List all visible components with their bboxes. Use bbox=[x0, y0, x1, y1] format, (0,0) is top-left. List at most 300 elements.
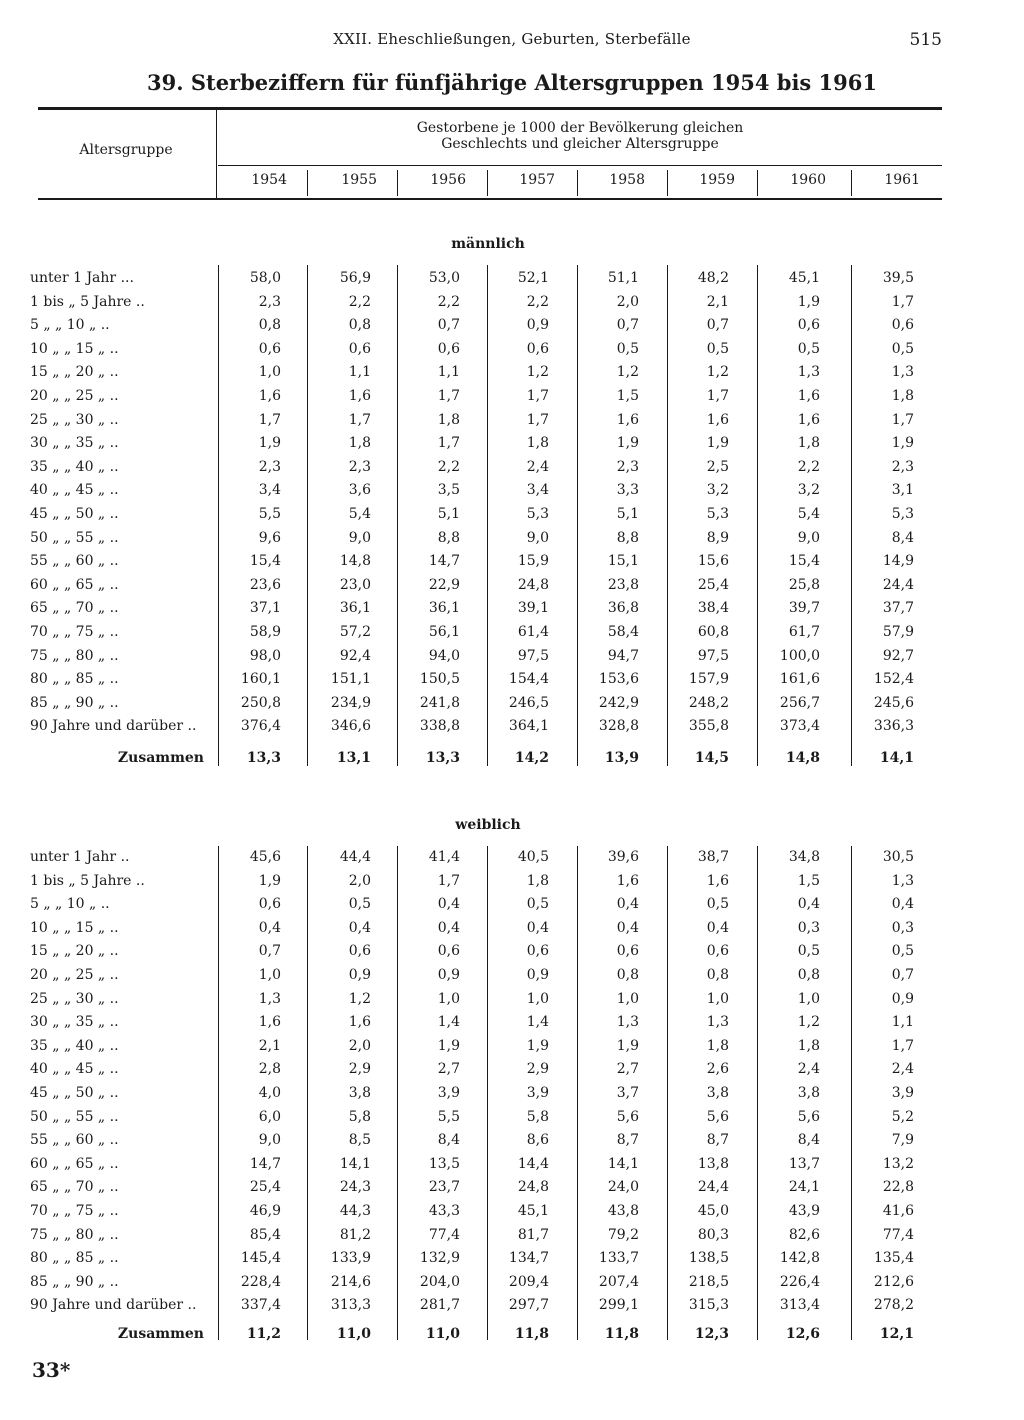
column-divider bbox=[397, 265, 398, 766]
table-title: 39. Sterbeziffern für fünfjährige Altersgruppen 1954 bis 1961 bbox=[146, 70, 878, 95]
row-label: 35 „ „ 40 „ .. bbox=[30, 459, 119, 475]
value-cell: 364,1 bbox=[508, 718, 549, 734]
value-cell: 0,4 bbox=[526, 920, 549, 936]
value-cell: 9,0 bbox=[797, 530, 820, 546]
value-cell: 1,6 bbox=[258, 388, 281, 404]
value-cell: 5,4 bbox=[797, 506, 820, 522]
table-row bbox=[0, 459, 1024, 482]
value-cell: 11,8 bbox=[604, 1326, 639, 1342]
value-cell: 1,9 bbox=[706, 435, 729, 451]
value-cell: 43,3 bbox=[428, 1203, 460, 1219]
value-cell: 2,3 bbox=[258, 459, 281, 475]
value-cell: 24,1 bbox=[788, 1179, 820, 1195]
year-header-1954: 1954 bbox=[251, 172, 287, 188]
value-cell: 100,0 bbox=[779, 648, 820, 664]
value-cell: 5,3 bbox=[706, 506, 729, 522]
value-cell: 14,9 bbox=[882, 553, 914, 569]
value-cell: 36,8 bbox=[607, 600, 639, 616]
value-cell: 5,5 bbox=[258, 506, 281, 522]
value-cell: 8,8 bbox=[616, 530, 639, 546]
row-label: 80 „ „ 85 „ .. bbox=[30, 671, 119, 687]
value-cell: 0,5 bbox=[891, 341, 914, 357]
value-cell: 313,4 bbox=[779, 1297, 820, 1313]
value-cell: 56,1 bbox=[428, 624, 460, 640]
value-cell: 15,4 bbox=[788, 553, 820, 569]
value-cell: 3,8 bbox=[348, 1085, 371, 1101]
value-cell: 0,5 bbox=[706, 896, 729, 912]
value-cell: 0,4 bbox=[437, 920, 460, 936]
value-cell: 145,4 bbox=[240, 1250, 281, 1266]
table-row bbox=[0, 1109, 1024, 1132]
value-cell: 81,7 bbox=[517, 1227, 549, 1243]
value-cell: 2,2 bbox=[437, 459, 460, 475]
value-cell: 13,8 bbox=[697, 1156, 729, 1172]
value-cell: 1,6 bbox=[616, 412, 639, 428]
table-row bbox=[0, 648, 1024, 671]
row-label: 40 „ „ 45 „ .. bbox=[30, 1061, 119, 1077]
row-label: 85 „ „ 90 „ .. bbox=[30, 695, 119, 711]
value-cell: 0,5 bbox=[706, 341, 729, 357]
value-cell: 0,4 bbox=[616, 920, 639, 936]
value-cell: 207,4 bbox=[598, 1274, 639, 1290]
value-cell: 0,6 bbox=[526, 341, 549, 357]
value-cell: 5,1 bbox=[437, 506, 460, 522]
value-cell: 2,8 bbox=[258, 1061, 281, 1077]
value-cell: 94,0 bbox=[428, 648, 460, 664]
value-cell: 82,6 bbox=[788, 1227, 820, 1243]
value-cell: 22,9 bbox=[428, 577, 460, 593]
value-cell: 246,5 bbox=[508, 695, 549, 711]
value-cell: 1,8 bbox=[526, 873, 549, 889]
value-cell: 14,1 bbox=[607, 1156, 639, 1172]
value-cell: 0,4 bbox=[797, 896, 820, 912]
row-label: 45 „ „ 50 „ .. bbox=[30, 506, 119, 522]
value-cell: 8,6 bbox=[526, 1132, 549, 1148]
value-cell: 2,7 bbox=[616, 1061, 639, 1077]
value-cell: 250,8 bbox=[240, 695, 281, 711]
total-row bbox=[0, 750, 1024, 773]
column-divider bbox=[667, 265, 668, 766]
value-cell: 2,3 bbox=[891, 459, 914, 475]
value-cell: 1,6 bbox=[706, 412, 729, 428]
value-cell: 1,7 bbox=[437, 388, 460, 404]
value-cell: 0,4 bbox=[258, 920, 281, 936]
value-cell: 2,7 bbox=[437, 1061, 460, 1077]
value-cell: 23,8 bbox=[607, 577, 639, 593]
value-cell: 2,4 bbox=[526, 459, 549, 475]
value-cell: 1,4 bbox=[437, 1014, 460, 1030]
row-label: 40 „ „ 45 „ .. bbox=[30, 482, 119, 498]
row-label: 60 „ „ 65 „ .. bbox=[30, 1156, 119, 1172]
column-divider bbox=[757, 846, 758, 1340]
value-cell: 9,0 bbox=[258, 1132, 281, 1148]
value-cell: 0,7 bbox=[616, 317, 639, 333]
value-cell: 2,0 bbox=[616, 294, 639, 310]
value-cell: 228,4 bbox=[240, 1274, 281, 1290]
value-cell: 204,0 bbox=[419, 1274, 460, 1290]
value-cell: 0,4 bbox=[891, 896, 914, 912]
value-cell: 1,8 bbox=[797, 435, 820, 451]
row-label: 75 „ „ 80 „ .. bbox=[30, 1227, 119, 1243]
value-cell: 1,0 bbox=[258, 967, 281, 983]
value-cell: 8,7 bbox=[706, 1132, 729, 1148]
value-cell: 3,3 bbox=[616, 482, 639, 498]
value-cell: 8,7 bbox=[616, 1132, 639, 1148]
value-cell: 1,9 bbox=[437, 1038, 460, 1054]
value-cell: 1,6 bbox=[348, 388, 371, 404]
value-cell: 142,8 bbox=[779, 1250, 820, 1266]
header-bottom-rule bbox=[38, 198, 942, 200]
value-cell: 1,1 bbox=[348, 364, 371, 380]
value-cell: 5,6 bbox=[797, 1109, 820, 1125]
value-cell: 0,9 bbox=[348, 967, 371, 983]
row-label: 85 „ „ 90 „ .. bbox=[30, 1274, 119, 1290]
year-header-1958: 1958 bbox=[609, 172, 645, 188]
value-cell: 23,0 bbox=[339, 577, 371, 593]
value-cell: 161,6 bbox=[779, 671, 820, 687]
value-cell: 1,6 bbox=[706, 873, 729, 889]
value-cell: 12,3 bbox=[694, 1326, 729, 1342]
value-cell: 1,0 bbox=[616, 991, 639, 1007]
value-cell: 0,7 bbox=[437, 317, 460, 333]
value-cell: 25,4 bbox=[249, 1179, 281, 1195]
value-cell: 133,9 bbox=[330, 1250, 371, 1266]
value-cell: 24,4 bbox=[882, 577, 914, 593]
column-divider bbox=[307, 846, 308, 1340]
table-row bbox=[0, 943, 1024, 966]
value-cell: 2,2 bbox=[348, 294, 371, 310]
value-cell: 1,5 bbox=[797, 873, 820, 889]
section-label: weiblich bbox=[455, 817, 521, 833]
value-cell: 1,7 bbox=[437, 873, 460, 889]
value-cell: 0,4 bbox=[616, 896, 639, 912]
table-row bbox=[0, 896, 1024, 919]
value-cell: 0,3 bbox=[891, 920, 914, 936]
value-cell: 1,8 bbox=[526, 435, 549, 451]
page-number: 515 bbox=[909, 30, 942, 50]
value-cell: 38,4 bbox=[697, 600, 729, 616]
year-header-1955: 1955 bbox=[341, 172, 377, 188]
value-cell: 23,6 bbox=[249, 577, 281, 593]
value-cell: 15,4 bbox=[249, 553, 281, 569]
table-row bbox=[0, 1085, 1024, 1108]
value-cell: 1,2 bbox=[526, 364, 549, 380]
value-cell: 3,2 bbox=[706, 482, 729, 498]
value-cell: 14,8 bbox=[785, 750, 820, 766]
value-cell: 24,8 bbox=[517, 577, 549, 593]
value-cell: 3,8 bbox=[706, 1085, 729, 1101]
value-cell: 337,4 bbox=[240, 1297, 281, 1313]
value-cell: 0,3 bbox=[797, 920, 820, 936]
value-cell: 51,1 bbox=[607, 270, 639, 286]
value-cell: 1,0 bbox=[526, 991, 549, 1007]
value-cell: 8,4 bbox=[797, 1132, 820, 1148]
value-cell: 5,8 bbox=[526, 1109, 549, 1125]
value-cell: 60,8 bbox=[697, 624, 729, 640]
value-cell: 0,8 bbox=[706, 967, 729, 983]
value-cell: 58,4 bbox=[607, 624, 639, 640]
value-cell: 13,5 bbox=[428, 1156, 460, 1172]
value-cell: 3,8 bbox=[797, 1085, 820, 1101]
row-label: 35 „ „ 40 „ .. bbox=[30, 1038, 119, 1054]
column-header-line-2: Geschlechts und gleicher Altersgruppe bbox=[441, 136, 719, 152]
value-cell: 4,0 bbox=[258, 1085, 281, 1101]
value-cell: 160,1 bbox=[240, 671, 281, 687]
value-cell: 9,6 bbox=[258, 530, 281, 546]
value-cell: 14,4 bbox=[517, 1156, 549, 1172]
value-cell: 92,4 bbox=[339, 648, 371, 664]
table-row bbox=[0, 718, 1024, 741]
value-cell: 0,5 bbox=[891, 943, 914, 959]
value-cell: 3,9 bbox=[437, 1085, 460, 1101]
value-cell: 11,0 bbox=[425, 1326, 460, 1342]
value-cell: 3,6 bbox=[348, 482, 371, 498]
value-cell: 0,9 bbox=[891, 991, 914, 1007]
row-label: unter 1 Jahr ... bbox=[30, 270, 134, 286]
value-cell: 13,3 bbox=[246, 750, 281, 766]
table-row bbox=[0, 553, 1024, 576]
row-label: 30 „ „ 35 „ .. bbox=[30, 1014, 119, 1030]
row-label: 70 „ „ 75 „ .. bbox=[30, 1203, 119, 1219]
value-cell: 13,9 bbox=[604, 750, 639, 766]
value-cell: 0,7 bbox=[891, 967, 914, 983]
value-cell: 8,4 bbox=[437, 1132, 460, 1148]
value-cell: 1,3 bbox=[797, 364, 820, 380]
value-cell: 138,5 bbox=[688, 1250, 729, 1266]
value-cell: 15,1 bbox=[607, 553, 639, 569]
value-cell: 212,6 bbox=[873, 1274, 914, 1290]
value-cell: 57,9 bbox=[882, 624, 914, 640]
table-row bbox=[0, 412, 1024, 435]
value-cell: 14,8 bbox=[339, 553, 371, 569]
value-cell: 132,9 bbox=[419, 1250, 460, 1266]
value-cell: 5,6 bbox=[616, 1109, 639, 1125]
value-cell: 256,7 bbox=[779, 695, 820, 711]
value-cell: 1,7 bbox=[891, 1038, 914, 1054]
table-top-rule bbox=[38, 107, 942, 110]
value-cell: 53,0 bbox=[428, 270, 460, 286]
value-cell: 1,7 bbox=[348, 412, 371, 428]
value-cell: 3,1 bbox=[891, 482, 914, 498]
section-label: männlich bbox=[451, 236, 525, 252]
stub-header: Altersgruppe bbox=[79, 142, 173, 158]
row-label: 45 „ „ 50 „ .. bbox=[30, 1085, 119, 1101]
value-cell: 80,3 bbox=[697, 1227, 729, 1243]
value-cell: 38,7 bbox=[697, 849, 729, 865]
value-cell: 3,4 bbox=[526, 482, 549, 498]
value-cell: 1,9 bbox=[616, 435, 639, 451]
table-row bbox=[0, 270, 1024, 293]
year-header-divider bbox=[397, 170, 398, 196]
value-cell: 242,9 bbox=[598, 695, 639, 711]
value-cell: 8,4 bbox=[891, 530, 914, 546]
value-cell: 1,8 bbox=[797, 1038, 820, 1054]
table-row bbox=[0, 991, 1024, 1014]
value-cell: 0,6 bbox=[797, 317, 820, 333]
value-cell: 1,3 bbox=[706, 1014, 729, 1030]
value-cell: 0,7 bbox=[258, 943, 281, 959]
value-cell: 24,8 bbox=[517, 1179, 549, 1195]
value-cell: 0,6 bbox=[616, 943, 639, 959]
value-cell: 2,3 bbox=[348, 459, 371, 475]
table-row bbox=[0, 1179, 1024, 1202]
value-cell: 297,7 bbox=[508, 1297, 549, 1313]
row-label: Zusammen bbox=[117, 1326, 204, 1342]
value-cell: 1,8 bbox=[706, 1038, 729, 1054]
value-cell: 40,5 bbox=[517, 849, 549, 865]
value-cell: 2,2 bbox=[526, 294, 549, 310]
table-row bbox=[0, 920, 1024, 943]
value-cell: 1,1 bbox=[437, 364, 460, 380]
row-label: 25 „ „ 30 „ .. bbox=[30, 991, 119, 1007]
value-cell: 241,8 bbox=[419, 695, 460, 711]
value-cell: 15,9 bbox=[517, 553, 549, 569]
column-divider bbox=[397, 846, 398, 1340]
year-header-1960: 1960 bbox=[790, 172, 826, 188]
value-cell: 1,1 bbox=[891, 1014, 914, 1030]
row-label: 1 bis „ 5 Jahre .. bbox=[30, 873, 145, 889]
value-cell: 45,0 bbox=[697, 1203, 729, 1219]
value-cell: 0,6 bbox=[437, 341, 460, 357]
value-cell: 157,9 bbox=[688, 671, 729, 687]
value-cell: 226,4 bbox=[779, 1274, 820, 1290]
value-cell: 39,1 bbox=[517, 600, 549, 616]
row-label: 15 „ „ 20 „ .. bbox=[30, 364, 119, 380]
value-cell: 0,4 bbox=[706, 920, 729, 936]
value-cell: 24,3 bbox=[339, 1179, 371, 1195]
value-cell: 218,5 bbox=[688, 1274, 729, 1290]
value-cell: 45,6 bbox=[249, 849, 281, 865]
value-cell: 14,5 bbox=[694, 750, 729, 766]
value-cell: 34,8 bbox=[788, 849, 820, 865]
value-cell: 8,5 bbox=[348, 1132, 371, 1148]
value-cell: 1,6 bbox=[258, 1014, 281, 1030]
value-cell: 315,3 bbox=[688, 1297, 729, 1313]
row-label: 30 „ „ 35 „ .. bbox=[30, 435, 119, 451]
signature-mark: 33* bbox=[32, 1358, 71, 1382]
value-cell: 248,2 bbox=[688, 695, 729, 711]
table-row bbox=[0, 317, 1024, 340]
value-cell: 1,3 bbox=[891, 364, 914, 380]
value-cell: 0,6 bbox=[348, 943, 371, 959]
value-cell: 0,9 bbox=[526, 967, 549, 983]
table-row bbox=[0, 1014, 1024, 1037]
value-cell: 313,3 bbox=[330, 1297, 371, 1313]
row-label: 10 „ „ 15 „ .. bbox=[30, 341, 119, 357]
row-label: 75 „ „ 80 „ .. bbox=[30, 648, 119, 664]
value-cell: 1,9 bbox=[797, 294, 820, 310]
value-cell: 134,7 bbox=[508, 1250, 549, 1266]
value-cell: 25,4 bbox=[697, 577, 729, 593]
value-cell: 39,7 bbox=[788, 600, 820, 616]
value-cell: 1,3 bbox=[891, 873, 914, 889]
column-divider bbox=[487, 265, 488, 766]
value-cell: 39,6 bbox=[607, 849, 639, 865]
value-cell: 97,5 bbox=[697, 648, 729, 664]
value-cell: 14,1 bbox=[879, 750, 914, 766]
stub-divider bbox=[216, 110, 217, 198]
value-cell: 0,5 bbox=[616, 341, 639, 357]
value-cell: 2,4 bbox=[797, 1061, 820, 1077]
value-cell: 2,2 bbox=[797, 459, 820, 475]
value-cell: 376,4 bbox=[240, 718, 281, 734]
value-cell: 154,4 bbox=[508, 671, 549, 687]
value-cell: 43,9 bbox=[788, 1203, 820, 1219]
value-cell: 61,7 bbox=[788, 624, 820, 640]
column-divider bbox=[218, 265, 219, 766]
value-cell: 85,4 bbox=[249, 1227, 281, 1243]
row-label: 70 „ „ 75 „ .. bbox=[30, 624, 119, 640]
table-row bbox=[0, 506, 1024, 529]
value-cell: 153,6 bbox=[598, 671, 639, 687]
value-cell: 2,2 bbox=[437, 294, 460, 310]
value-cell: 13,3 bbox=[425, 750, 460, 766]
value-cell: 2,0 bbox=[348, 873, 371, 889]
table-row bbox=[0, 1156, 1024, 1179]
table-row bbox=[0, 364, 1024, 387]
value-cell: 2,4 bbox=[891, 1061, 914, 1077]
value-cell: 0,5 bbox=[797, 943, 820, 959]
value-cell: 5,6 bbox=[706, 1109, 729, 1125]
value-cell: 0,6 bbox=[706, 943, 729, 959]
value-cell: 2,9 bbox=[526, 1061, 549, 1077]
value-cell: 3,9 bbox=[526, 1085, 549, 1101]
value-cell: 77,4 bbox=[428, 1227, 460, 1243]
value-cell: 98,0 bbox=[249, 648, 281, 664]
value-cell: 2,6 bbox=[706, 1061, 729, 1077]
table-row bbox=[0, 1061, 1024, 1084]
value-cell: 214,6 bbox=[330, 1274, 371, 1290]
value-cell: 0,5 bbox=[797, 341, 820, 357]
value-cell: 24,4 bbox=[697, 1179, 729, 1195]
value-cell: 61,4 bbox=[517, 624, 549, 640]
value-cell: 1,7 bbox=[437, 435, 460, 451]
table-row bbox=[0, 1297, 1024, 1320]
value-cell: 135,4 bbox=[873, 1250, 914, 1266]
row-label: 65 „ „ 70 „ .. bbox=[30, 1179, 119, 1195]
value-cell: 41,4 bbox=[428, 849, 460, 865]
value-cell: 3,9 bbox=[891, 1085, 914, 1101]
value-cell: 13,2 bbox=[882, 1156, 914, 1172]
value-cell: 39,5 bbox=[882, 270, 914, 286]
table-row bbox=[0, 624, 1024, 647]
value-cell: 1,0 bbox=[258, 364, 281, 380]
value-cell: 278,2 bbox=[873, 1297, 914, 1313]
column-divider bbox=[218, 846, 219, 1340]
value-cell: 1,7 bbox=[891, 412, 914, 428]
row-label: 25 „ „ 30 „ .. bbox=[30, 412, 119, 428]
table-row bbox=[0, 1274, 1024, 1297]
table-row bbox=[0, 577, 1024, 600]
value-cell: 11,0 bbox=[336, 1326, 371, 1342]
value-cell: 36,1 bbox=[339, 600, 371, 616]
value-cell: 346,6 bbox=[330, 718, 371, 734]
value-cell: 1,9 bbox=[258, 873, 281, 889]
column-divider bbox=[577, 846, 578, 1340]
value-cell: 45,1 bbox=[788, 270, 820, 286]
value-cell: 1,7 bbox=[526, 412, 549, 428]
value-cell: 1,6 bbox=[797, 388, 820, 404]
value-cell: 2,0 bbox=[348, 1038, 371, 1054]
value-cell: 1,9 bbox=[258, 435, 281, 451]
value-cell: 44,4 bbox=[339, 849, 371, 865]
value-cell: 97,5 bbox=[517, 648, 549, 664]
row-label: 5 „ „ 10 „ .. bbox=[30, 896, 110, 912]
column-divider bbox=[487, 846, 488, 1340]
value-cell: 0,9 bbox=[526, 317, 549, 333]
value-cell: 11,2 bbox=[246, 1326, 281, 1342]
value-cell: 1,9 bbox=[526, 1038, 549, 1054]
